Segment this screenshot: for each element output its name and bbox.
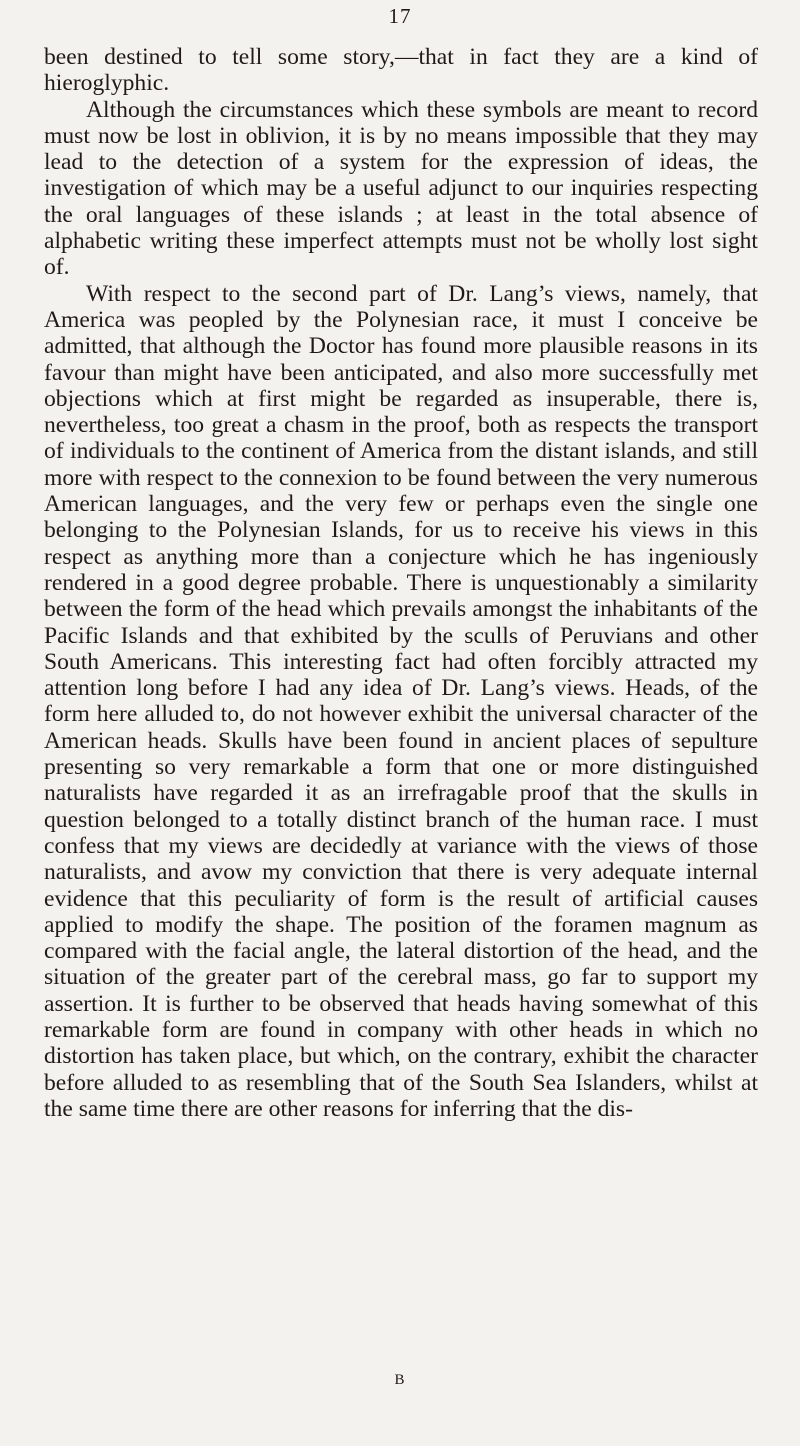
body-text — [44, 44, 758, 1122]
paragraph-continuation: been destined to tell some story,—that in fact they are a kind of hieroglyphic. — [44, 44, 758, 97]
page-number: 17 — [388, 4, 412, 28]
signature-mark: B — [394, 1372, 406, 1388]
paragraph-hieroglyphic-symbols: Although the circumstances which these symbols are meant to record must now be lost in oblivion, it is by no means impossible that they may lead to the detection of a system for the expression of ideas, the investigation of which may be a useful adjunct to our inquiries respecting the oral languages of these islands ; at least in the total absence of alphabetic writing these imperfect attempts must not be wholly lost sight of. — [44, 96, 758, 281]
paragraph-lang-views: With respect to the second part of Dr. Lang’s views, namely, that America was peopled by the Polynesian race, it must I conceive be admitted, that although the Doctor has found more plausible reasons in its favour than might have been anticipated, and also more successfully met objections which at first might be regarded as insuperable, there is, nevertheless, too great a chasm in the proof, both as respects the transport of individuals to the continent of America from the distant islands, and still more with respect to the connexion to be found between the very numerous American languages, and the very few or perhaps even the single one belonging to the Polynesian Islands, for us to receive his views in this respect as anything more than a conjecture which he has ingeniously rendered in a good degree probable. There is unquestionably a similarity between the form of the head which prevails amongst the inhabitants of the Pacific Islands and that exhibited by the sculls of Peruvians and other South Americans. This interesting fact had often forcibly attracted my attention long before I had any idea of Dr. Lang’s views. Heads, of the form here alluded to, do not however exhibit the universal character of the American heads. Skulls have been found in ancient places of sepulture presenting so very remarkable a form that one or more distinguished naturalists have regarded it as an irrefragable proof that the skulls in question belonged to a totally distinct branch of the human race. I must confess that my views are decidedly at variance with the views of those naturalists, and avow my conviction that there is very adequate internal evidence that this peculiarity of form is the result of artificial causes applied to modify the shape. The position of the foramen magnum as compared with the facial angle, the lateral distortion of the head, and the situation of the greater part of the cerebral mass, go far to support my assertion. It is further to be observed that heads having somewhat of this remarkable form are found in company with other heads in which no distortion has taken place, but which, on the contrary, exhibit the character before alluded to as resembling that of the South Sea Islanders, whilst at the same time there are other reasons for inferring that the dis- — [44, 280, 758, 1122]
